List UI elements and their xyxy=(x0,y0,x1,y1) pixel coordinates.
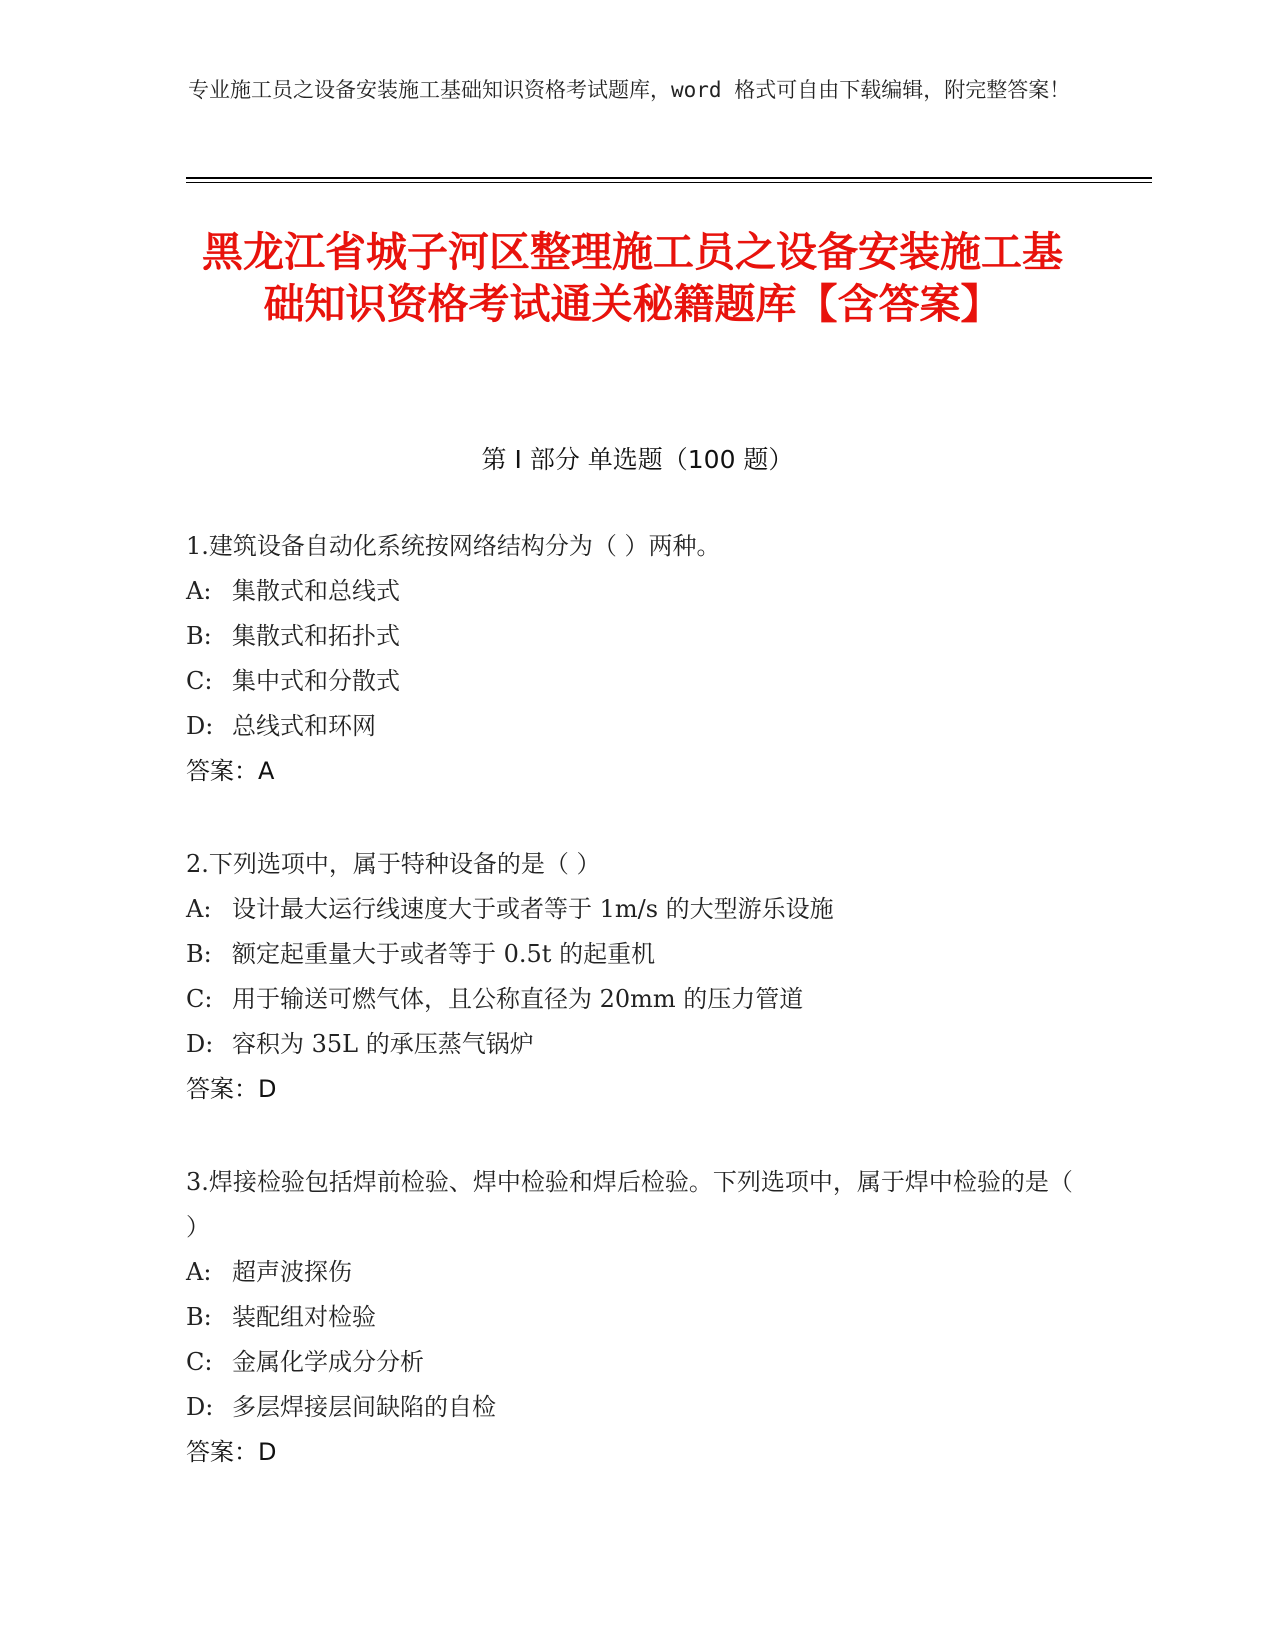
option-label: A: xyxy=(186,1258,212,1286)
option-c xyxy=(186,977,1086,1022)
answer-line xyxy=(186,1067,1086,1112)
question-stem: 3.焊接检验包括焊前检验、焊中检验和焊后检验。下列选项中，属于焊中检验的是（ ） xyxy=(186,1168,1073,1241)
question-block xyxy=(186,524,1086,794)
option-label: D: xyxy=(186,1030,214,1058)
option-text: 集中式和分散式 xyxy=(232,667,400,695)
question-block xyxy=(186,842,1086,1112)
option-b xyxy=(186,614,1086,659)
option-text: 容积为 35L 的承压蒸气锅炉 xyxy=(232,1030,534,1058)
answer-prefix: 答案： xyxy=(186,1075,258,1103)
question-block xyxy=(186,1160,1086,1475)
question-stem: 2.下列选项中，属于特种设备的是（ ） xyxy=(186,850,601,878)
option-c xyxy=(186,659,1086,704)
option-text: 设计最大运行线速度大于或者等于 1m/s 的大型游乐设施 xyxy=(232,895,834,923)
option-d xyxy=(186,1385,1086,1430)
answer-prefix: 答案： xyxy=(186,757,258,785)
option-label: D: xyxy=(186,1393,214,1421)
option-text: 多层焊接层间缺陷的自检 xyxy=(232,1393,496,1421)
answer-prefix: 答案： xyxy=(186,1438,258,1466)
option-b xyxy=(186,1295,1086,1340)
option-label: D: xyxy=(186,712,214,740)
option-text: 集散式和总线式 xyxy=(232,577,400,605)
header-divider-thick xyxy=(186,177,1152,179)
option-a xyxy=(186,1250,1086,1295)
option-d xyxy=(186,1022,1086,1067)
option-label: A: xyxy=(186,895,212,923)
option-text: 金属化学成分分析 xyxy=(232,1348,424,1376)
answer-line xyxy=(186,1430,1086,1475)
option-b xyxy=(186,932,1086,977)
option-text: 装配组对检验 xyxy=(232,1303,376,1331)
section-heading: 第 I 部分 单选题（100 题） xyxy=(481,445,794,474)
question-stem: 1.建筑设备自动化系统按网络结构分为（ ）两种。 xyxy=(186,532,721,560)
option-label: B: xyxy=(186,940,212,968)
option-text: 超声波探伤 xyxy=(232,1258,352,1286)
option-text: 额定起重量大于或者等于 0.5t 的起重机 xyxy=(232,940,656,968)
option-a xyxy=(186,569,1086,614)
option-text: 用于输送可燃气体，且公称直径为 20mm 的压力管道 xyxy=(232,985,804,1013)
option-c xyxy=(186,1340,1086,1385)
option-label: C: xyxy=(186,1348,213,1376)
document-title: 黑龙江省城子河区整理施工员之设备安装施工基础知识资格考试通关秘籍题库【含答案】 xyxy=(202,228,1063,328)
answer-line xyxy=(186,749,1086,794)
header-divider-thin xyxy=(186,182,1152,183)
answer-value: D xyxy=(258,1438,277,1466)
option-label: C: xyxy=(186,667,213,695)
option-a xyxy=(186,887,1086,932)
header-note: 专业施工员之设备安装施工基础知识资格考试题库，word 格式可自由下载编辑，附完整答案！ xyxy=(188,78,1071,102)
option-text: 总线式和环网 xyxy=(232,712,376,740)
answer-value: A xyxy=(258,757,275,785)
answer-value: D xyxy=(258,1075,277,1103)
option-label: A: xyxy=(186,577,212,605)
option-label: B: xyxy=(186,622,212,650)
option-text: 集散式和拓扑式 xyxy=(232,622,400,650)
option-label: C: xyxy=(186,985,213,1013)
option-label: B: xyxy=(186,1303,212,1331)
option-d xyxy=(186,704,1086,749)
